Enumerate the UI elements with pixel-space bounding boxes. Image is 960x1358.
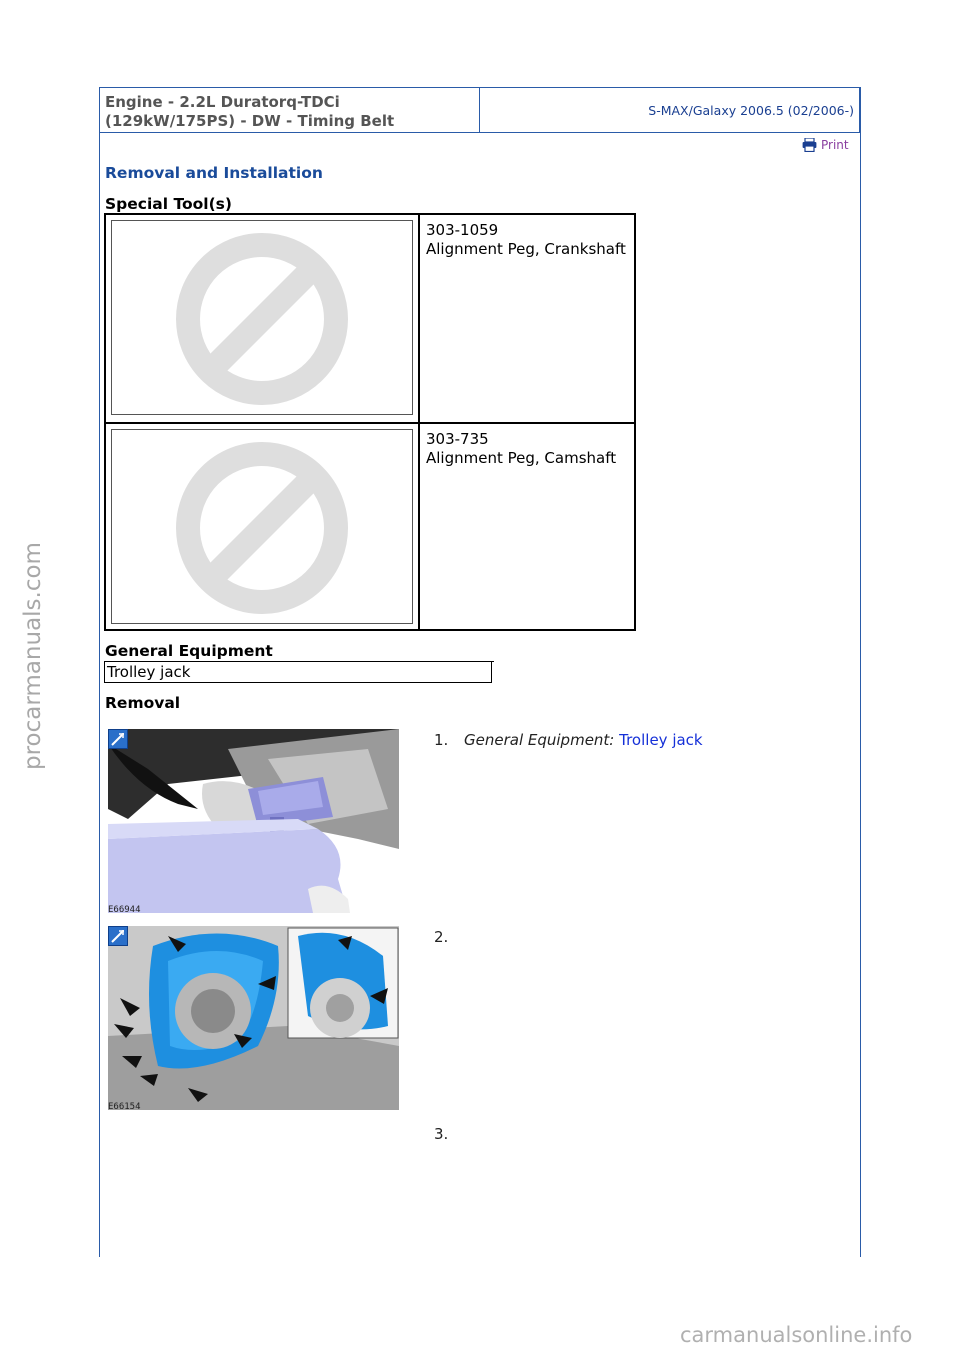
- step-1-illustration[interactable]: [108, 729, 399, 913]
- tool-row: [106, 424, 634, 631]
- step-number: 2.: [434, 928, 449, 946]
- tool-image-cell: [106, 215, 420, 422]
- tool-number: 303-735: [426, 430, 489, 448]
- general-equipment-heading: General Equipment: [105, 642, 273, 660]
- removal-heading: Removal: [105, 694, 181, 712]
- tool-row: [106, 215, 634, 424]
- wheel-arch-liner-illustration: [108, 926, 399, 1110]
- no-image-icon: [174, 440, 350, 616]
- tool-image-placeholder: [111, 429, 413, 624]
- equipment-item: Trolley jack: [104, 661, 492, 683]
- tool-description: [426, 430, 616, 468]
- zoom-icon[interactable]: [108, 729, 128, 749]
- zoom-icon[interactable]: [108, 926, 128, 946]
- step-number: 1.: [434, 731, 449, 749]
- header-title: [100, 88, 480, 132]
- step-label: General Equipment:: [464, 731, 615, 749]
- tool-image-cell: [106, 424, 420, 631]
- step-number: 3.: [434, 1125, 449, 1143]
- header-model: [480, 88, 859, 132]
- special-tools-table: [104, 213, 636, 631]
- image-code: E66944: [108, 905, 141, 913]
- tool-number: 303-1059: [426, 221, 499, 239]
- tool-name: Alignment Peg, Crankshaft: [426, 240, 626, 258]
- tool-description: [426, 221, 626, 259]
- step-2-illustration[interactable]: [108, 926, 399, 1110]
- model-label: S-MAX/Galaxy 2006.5 (02/2006-): [648, 102, 854, 118]
- side-watermark: procarmanuals.com: [20, 542, 46, 770]
- tool-name: Alignment Peg, Camshaft: [426, 449, 617, 467]
- header-title-line2: (129kW/175PS) - DW - Timing Belt: [105, 112, 395, 130]
- trolley-jack-link[interactable]: Trolley jack: [619, 731, 703, 749]
- no-image-icon: [174, 231, 350, 407]
- printer-icon: [802, 138, 817, 152]
- bottom-watermark: carmanualsonline.info: [680, 1323, 913, 1347]
- header-title-line1: Engine - 2.2L Duratorq-TDCi: [105, 93, 340, 111]
- print-label: Print: [821, 138, 849, 152]
- section-title: Removal and Installation: [105, 164, 323, 182]
- special-tools-heading: Special Tool(s): [105, 195, 232, 213]
- tool-image-placeholder: [111, 220, 413, 415]
- document-header: [99, 87, 860, 133]
- image-code: E66154: [108, 1102, 141, 1110]
- trolley-jack-illustration: [108, 729, 399, 913]
- print-button[interactable]: [802, 138, 849, 152]
- step-1-text: [464, 731, 703, 749]
